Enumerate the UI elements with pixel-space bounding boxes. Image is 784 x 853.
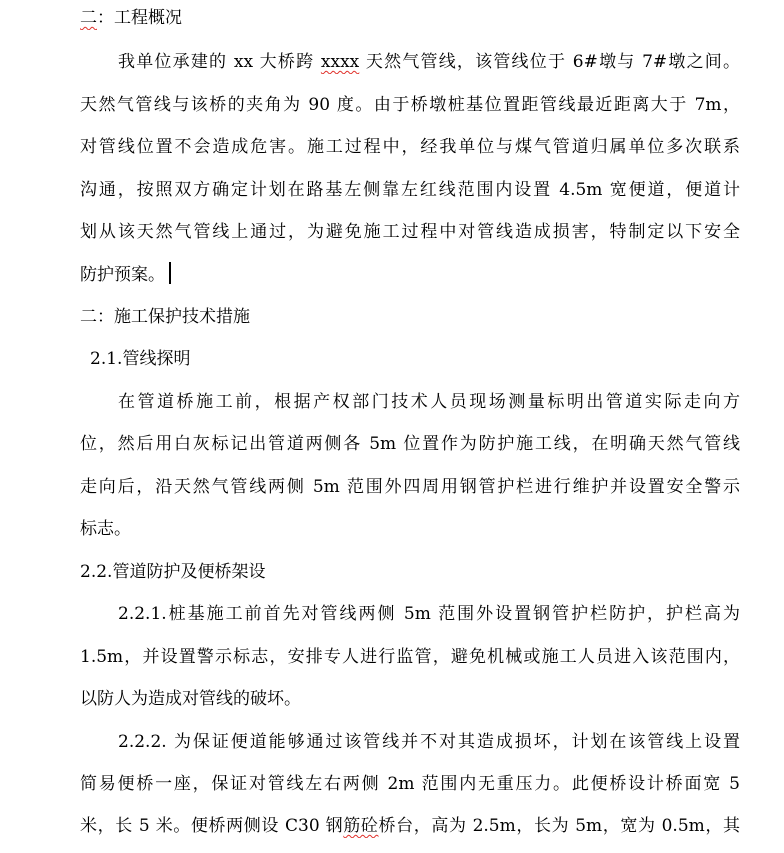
overview-line-4: 沟通，按照双方确定计划在路基左侧靠左红线范围内设置 4.5m 宽便道，便道计 xyxy=(80,180,740,200)
text-run: 我单位承建的 xx 大桥跨 xyxy=(118,52,321,72)
subsection-heading-2-1: 2.1.管线探明 xyxy=(90,349,191,369)
text-run: 桥台，高为 2.5m，长为 5m，宽为 0.5m，其 xyxy=(378,816,740,836)
protection-p2-line-2: 简易便桥一座，保证对管线左右两侧 2m 范围内无重压力。此便桥设计桥面宽 5 xyxy=(80,774,740,794)
overview-line-5: 划从该天然气管线上通过，为避免施工过程中对管线造成损害，特制定以下安全 xyxy=(80,222,740,242)
text-run: 米，长 5 米。便桥两侧设 C30 钢 xyxy=(80,816,344,836)
pipeline-line-2: 位，然后用白灰标记出管道两侧各 5m 位置作为防护施工线，在明确天然气管线 xyxy=(80,434,740,454)
pipeline-line-4: 标志。 xyxy=(80,519,131,539)
protection-p1-line-1: 2.2.1.桩基施工前首先对管线两侧 5m 范围外设置钢管护栏防护，护栏高为 xyxy=(118,604,740,624)
misspelled-text: 筋砼 xyxy=(343,816,379,836)
heading-number: 二 xyxy=(80,8,97,28)
text-run: 防护预案。 xyxy=(80,265,165,285)
pipeline-line-3: 走向后，沿天然气管线两侧 5m 范围外四周用钢管护栏进行维护并设置安全警示 xyxy=(80,477,740,497)
protection-p1-line-3: 以防人为造成对管线的破坏。 xyxy=(80,689,301,709)
overview-line-6 xyxy=(80,262,740,286)
subsection-heading-2-2: 2.2.管道防护及便桥架设 xyxy=(80,562,266,582)
pipeline-line-1: 在管道桥施工前，根据产权部门技术人员现场测量标明出管道实际走向方 xyxy=(118,392,740,412)
protection-p2-line-1: 2.2.2. 为保证便道能够通过该管线并不对其造成损坏，计划在该管线上设置 xyxy=(118,732,740,752)
overview-line-1 xyxy=(118,50,740,74)
overview-line-2: 天然气管线与该桥的夹角为 90 度。由于桥墩桩基位置距管线最近距离大于 7m， xyxy=(80,95,740,115)
misspelled-text: xxxx xyxy=(320,52,360,72)
heading-title: 工程概况 xyxy=(114,8,182,28)
protection-p2-line-3 xyxy=(80,814,740,838)
text-cursor xyxy=(169,262,171,284)
section-heading-measures: 二：施工保护技术措施 xyxy=(80,307,250,327)
text-run: 天然气管线，该管线位于 6#墩与 7#墩之间。 xyxy=(359,52,740,72)
protection-p1-line-2: 1.5m，并设置警示标志，安排专人进行监管，避免机械或施工人员进入该范围内， xyxy=(80,647,740,667)
section-heading-overview xyxy=(80,6,740,30)
heading-separator: ： xyxy=(97,8,114,28)
overview-line-3: 对管线位置不会造成危害。施工过程中，经我单位与煤气管道归属单位多次联系 xyxy=(80,137,740,157)
